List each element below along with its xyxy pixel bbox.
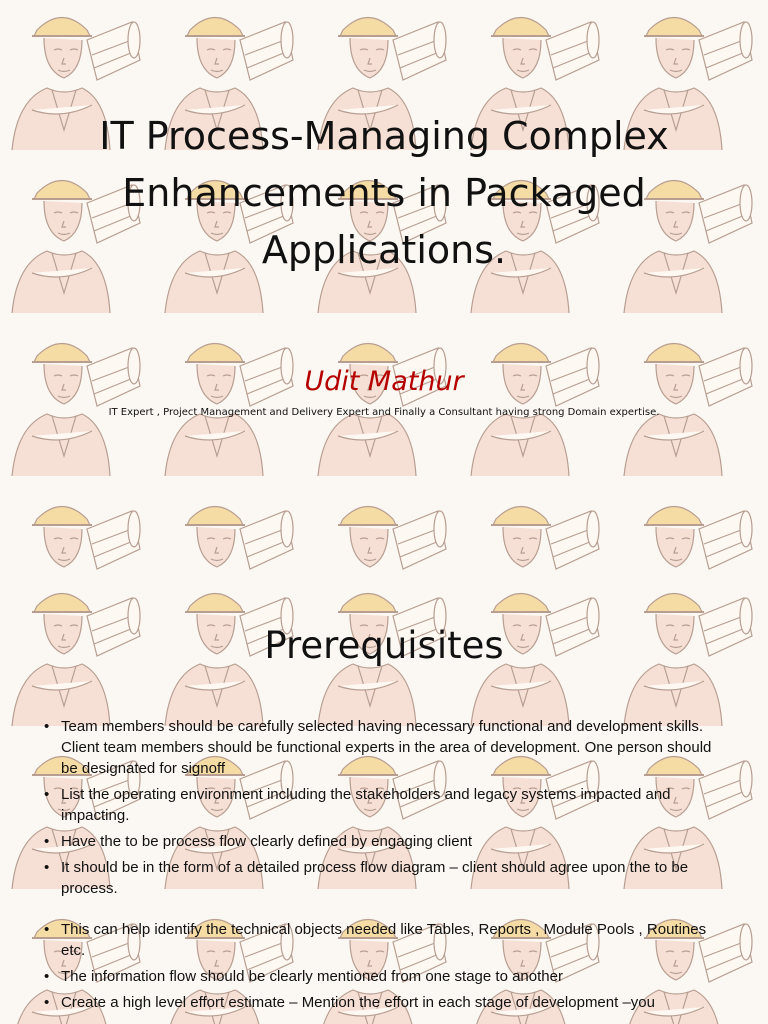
list-item: [44, 716, 724, 779]
title-line: Applications.: [261, 228, 507, 272]
author-subtitle: IT Expert , Project Management and Delivery Expert and Finally a Consultant having strong Domain expertise.: [108, 407, 660, 418]
list-item: [44, 857, 724, 899]
bullet-icon: •: [44, 921, 50, 938]
author-name: Udit Mathur: [304, 366, 464, 397]
bullet-text: Create a high level effort estimate – Mention the effort in each stage of development –you: [61, 994, 655, 1011]
prerequisites-slide: [0, 576, 768, 1024]
slide-title: [40, 108, 728, 279]
list-item: [44, 784, 724, 826]
bullet-text: Team members should be carefully selected having necessary functional and development skills. Client team members should be functional experts in the area of development. One person should be designated for signoff: [61, 718, 712, 777]
bullet-list: [44, 716, 724, 1018]
bullet-icon: •: [44, 786, 50, 803]
list-item: [44, 966, 724, 987]
bullet-text: List the operating environment including the stakeholders and legacy systems impacted and impacting.: [61, 786, 671, 824]
bullet-text: The information flow should be clearly mentioned from one stage to another: [61, 968, 563, 985]
list-item: [44, 919, 724, 961]
title-line: IT Process-Managing Complex: [99, 114, 669, 158]
list-item: [44, 992, 724, 1013]
bullet-icon: •: [44, 718, 50, 735]
slide-heading: Prerequisites: [264, 624, 504, 667]
bullet-text: It should be in the form of a detailed process flow diagram – client should agree upon the to be process.: [61, 859, 689, 897]
title-line: Enhancements in Packaged: [122, 171, 646, 215]
bullet-icon: •: [44, 994, 50, 1011]
bullet-text: Have the to be process flow clearly defined by engaging client: [61, 833, 473, 850]
bullet-icon: •: [44, 968, 50, 985]
bullet-icon: •: [44, 859, 50, 876]
list-item: [44, 831, 724, 852]
bullet-text: This can help identify the technical objects needed like Tables, Reports , Module Pools , Routines etc.: [61, 921, 707, 959]
bullet-icon: •: [44, 833, 50, 850]
